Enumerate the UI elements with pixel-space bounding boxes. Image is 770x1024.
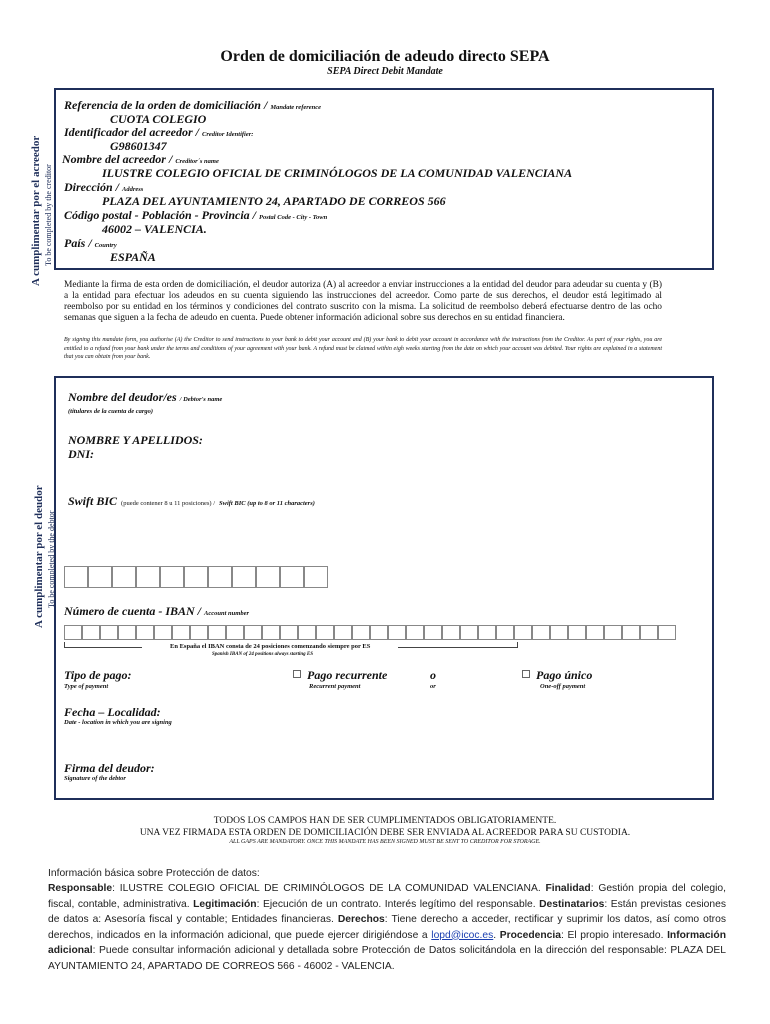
- iban-cell[interactable]: [658, 625, 676, 640]
- iban-cell[interactable]: [406, 625, 424, 640]
- swift-cell[interactable]: [136, 566, 160, 588]
- iban-cell[interactable]: [82, 625, 100, 640]
- debtor-side-label: A cumplimentar por el deudor: [33, 485, 45, 628]
- creditor-identifier-label: Identificador del acreedor / Creditor Identifier:: [64, 125, 254, 139]
- postal-code-value: 46002 – VALENCIA.: [102, 222, 207, 236]
- iban-cell[interactable]: [262, 625, 280, 640]
- iban-cell[interactable]: [640, 625, 658, 640]
- dni-field-label[interactable]: DNI:: [68, 447, 94, 461]
- iban-cell[interactable]: [514, 625, 532, 640]
- iban-cell[interactable]: [244, 625, 262, 640]
- iban-cell[interactable]: [136, 625, 154, 640]
- iban-cell[interactable]: [622, 625, 640, 640]
- iban-cell[interactable]: [460, 625, 478, 640]
- country-value: ESPAÑA: [110, 250, 156, 264]
- country-label: País / Country: [64, 236, 117, 250]
- iban-cell[interactable]: [478, 625, 496, 640]
- iban-label: Número de cuenta - IBAN / Account number: [64, 604, 249, 618]
- mandate-text-en: By signing this mandate form, you authorise (A) the Creditor to send instructions to your bank to debit your account and (B) your bank to debit your account in accordance with the instructions from the Creditor. As part of your rights, you are entitled to a refund from your bank under the terms and conditions of your agreement with your bank. A refund must be claimed within eigh weeks starting from the date on which your account was debited. Your rights are explained in a statement that you can obtain from your bank.: [64, 337, 662, 361]
- iban-cell[interactable]: [334, 625, 352, 640]
- address-label: Dirección / Address: [64, 180, 144, 194]
- payment-type-label: Tipo de pago:: [64, 668, 132, 682]
- signature-label-en: Signature of the debtor: [64, 775, 126, 782]
- signature-label[interactable]: Firma del deudor:: [64, 761, 155, 775]
- iban-cell[interactable]: [316, 625, 334, 640]
- mandatory-fields-note: TODOS LOS CAMPOS HAN DE SER CUMPLIMENTADOS OBLIGATORIAMENTE.: [213, 816, 557, 826]
- iban-cell[interactable]: [64, 625, 82, 640]
- iban-note: En España el IBAN consta de 24 posiciones comenzando siempre por ES: [170, 643, 371, 650]
- iban-cell[interactable]: [370, 625, 388, 640]
- mandate-text-es: Mediante la firma de esta orden de domiciliación, el deudor autoriza (A) al acreedor a enviar instrucciones a la entidad del deudor para adeudar su cuenta y (B) a la entidad para efectuar los adeudos en su cuenta siguiendo las instrucciones del acreedor. Como parte de sus derechos, el deudor está legitimado al reembolso por su entidad en los términos y condiciones del contrato suscrito con la misma. La solicitud de reembolso deberá efectuarse dentro de las ocho semanas que siguen a la fecha de adeudo en cuenta. Puede obtener información adicional sobre sus derechos en su entidad financiera.: [64, 280, 662, 323]
- iban-input[interactable]: [64, 625, 676, 640]
- iban-cell[interactable]: [424, 625, 442, 640]
- iban-cell[interactable]: [388, 625, 406, 640]
- iban-cell[interactable]: [226, 625, 244, 640]
- send-to-creditor-note: UNA VEZ FIRMADA ESTA ORDEN DE DOMICILIACIÓN DEBE SER ENVIADA AL ACREEDOR PARA SU CUSTODIA.: [139, 828, 631, 838]
- mandate-reference-label: Referencia de la orden de domiciliación / Mandate reference: [64, 98, 322, 112]
- creditor-name-value: ILUSTRE COLEGIO OFICIAL DE CRIMINÓLOGOS DE LA COMUNIDAD VALENCIANA: [102, 166, 573, 180]
- swift-label: Swift BIC (puede contener 8 u 11 posiciones) / Swift BIC (up to 8 or 11 characters): [68, 494, 315, 508]
- data-protection-title: Información básica sobre Protección de datos:: [48, 868, 260, 879]
- email-link[interactable]: lopd@icoc.es: [431, 929, 494, 941]
- swift-cell[interactable]: [208, 566, 232, 588]
- iban-cell[interactable]: [568, 625, 586, 640]
- or-label-en: or: [430, 683, 436, 690]
- date-location-label[interactable]: Fecha – Localidad:: [64, 705, 161, 719]
- iban-cell[interactable]: [118, 625, 136, 640]
- swift-cell[interactable]: [88, 566, 112, 588]
- address-value: PLAZA DEL AYUNTAMIENTO 24, APARTADO DE CORREOS 566: [102, 194, 446, 208]
- english-footer-note: ALL GAPS ARE MANDATORY. ONCE THIS MANDATE HAS BEEN SIGNED MUST BE SENT TO CREDITOR FOR STORAGE.: [229, 839, 541, 845]
- iban-cell[interactable]: [280, 625, 298, 640]
- checkbox-icon[interactable]: [293, 670, 301, 678]
- iban-cell[interactable]: [154, 625, 172, 640]
- checkbox-icon[interactable]: [522, 670, 530, 678]
- iban-cell[interactable]: [100, 625, 118, 640]
- iban-country-bracket: [64, 642, 142, 648]
- swift-cell[interactable]: [184, 566, 208, 588]
- debtor-name-label: Nombre del deudor/es / Debtor's name: [68, 390, 223, 404]
- or-label: o: [430, 668, 436, 682]
- swift-cell[interactable]: [160, 566, 184, 588]
- recurrent-payment-label-en: Recurrent payment: [309, 683, 361, 690]
- iban-cell[interactable]: [298, 625, 316, 640]
- creditor-side-label: A cumplimentar por el acreedor: [30, 135, 42, 286]
- debtor-side-label-en: To be completed by the debtor: [47, 510, 56, 608]
- iban-note-en: Spanish IBAN of 24 positions always starting ES: [212, 652, 314, 657]
- debtor-name-hint: (titulares de la cuenta de cargo): [68, 408, 154, 415]
- iban-cell[interactable]: [532, 625, 550, 640]
- iban-cell[interactable]: [604, 625, 622, 640]
- iban-cell[interactable]: [496, 625, 514, 640]
- payment-type-label-en: Type of payment: [64, 683, 109, 690]
- iban-cell[interactable]: [190, 625, 208, 640]
- iban-cell[interactable]: [586, 625, 604, 640]
- one-off-payment-option[interactable]: Pago único: [522, 668, 592, 683]
- date-location-label-en: Date - location in which you are signing: [64, 719, 172, 726]
- iban-bracket-end: [398, 642, 518, 648]
- swift-cell[interactable]: [64, 566, 88, 588]
- swift-bic-input[interactable]: [64, 566, 328, 588]
- recurrent-payment-option[interactable]: Pago recurrente: [293, 668, 387, 683]
- creditor-name-label: Nombre del acreedor / Creditor´s name: [62, 152, 219, 166]
- iban-cell[interactable]: [550, 625, 568, 640]
- postal-code-label: Código postal - Población - Provincia / Postal Code - City - Town: [64, 208, 328, 222]
- swift-cell[interactable]: [304, 566, 328, 588]
- iban-cell[interactable]: [352, 625, 370, 640]
- swift-cell[interactable]: [280, 566, 304, 588]
- iban-cell[interactable]: [208, 625, 226, 640]
- mandate-reference-value: CUOTA COLEGIO: [110, 112, 207, 126]
- swift-cell[interactable]: [256, 566, 280, 588]
- creditor-side-label-en: To be completed by the creditor: [44, 164, 53, 266]
- swift-cell[interactable]: [232, 566, 256, 588]
- data-protection-text: Responsable: ILUSTRE COLEGIO OFICIAL DE CRIMINÓLOGOS DE LA COMUNIDAD VALENCIANA. Finalidad: Gestión propia del colegio, fiscal, contable, administrativa. Legitimación: Ejecución de un contrato. Interés legítimo del responsable. Destinatarios: Están previstas cesiones de datos a: Asesoría fiscal y contable; Entidades financieras. Derechos: Tiene derecho a acceder, rectificar y suprimir los datos, así como otros derechos, indicados en la información adicional, que puede ejercer dirigiéndose a lopd@icoc.es. Procedencia: El propio interesado. Información adicional: Puede consultar información adicional y detallada sobre Protección de Datos solicitándola en la dirección del responsable: PLAZA DEL AYUNTAMIENTO 24, APARTADO DE CORREOS 566 - 46002 - VALENCIA.: [48, 883, 726, 972]
- iban-cell[interactable]: [442, 625, 460, 640]
- creditor-identifier-value: G98601347: [110, 139, 167, 153]
- iban-cell[interactable]: [172, 625, 190, 640]
- one-off-payment-label-en: One-off payment: [540, 683, 586, 690]
- swift-cell[interactable]: [112, 566, 136, 588]
- names-field-label[interactable]: NOMBRE Y APELLIDOS:: [68, 433, 203, 447]
- page-subtitle: SEPA Direct Debit Mandate: [327, 66, 443, 77]
- page-title: Orden de domiciliación de adeudo directo SEPA: [220, 48, 550, 65]
